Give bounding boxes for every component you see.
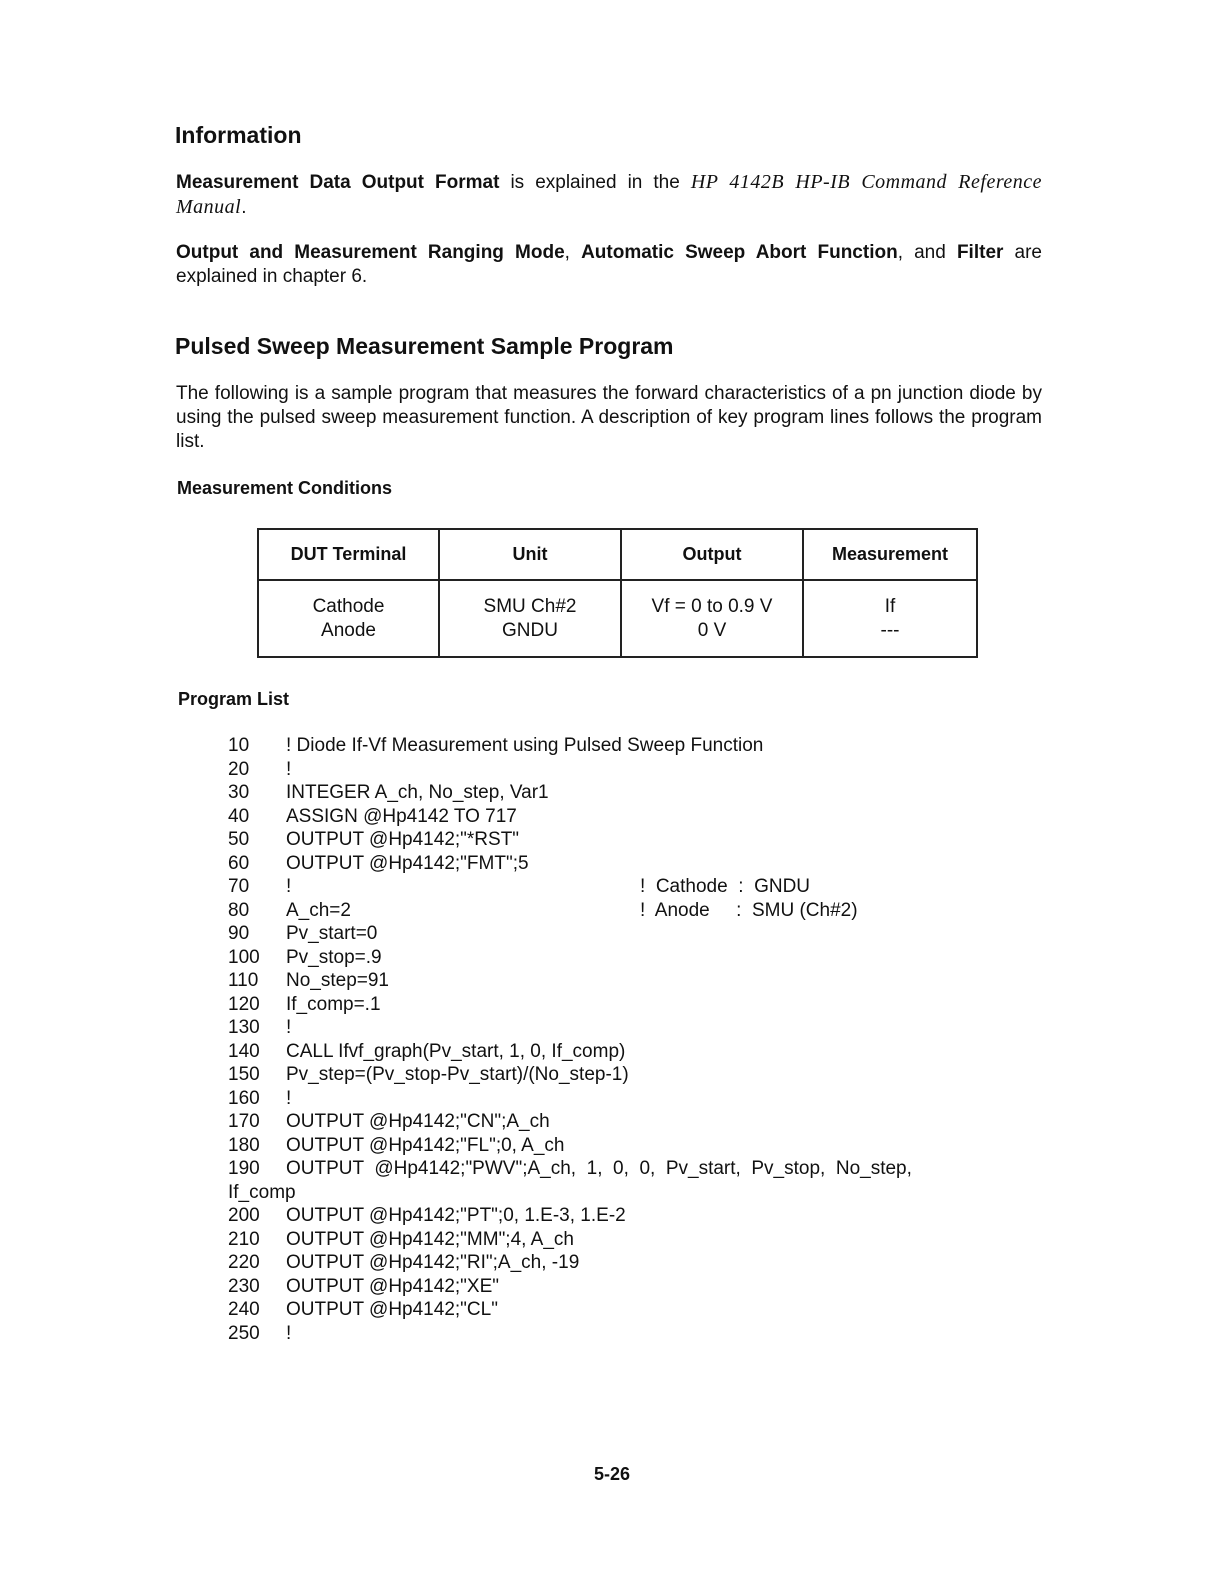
line-number: 40 xyxy=(228,805,250,827)
line-number: 60 xyxy=(228,852,250,874)
cell-output xyxy=(621,580,803,657)
line-code: ! xyxy=(286,1017,292,1038)
info-paragraph-1 xyxy=(176,170,1042,220)
cell-value: Vf = 0 to 0.9 V xyxy=(651,595,773,617)
program-line xyxy=(228,922,1028,946)
cell-unit xyxy=(439,580,621,657)
info-text-end: . xyxy=(241,197,247,218)
line-code: ! xyxy=(286,1322,292,1344)
program-line xyxy=(228,1275,1028,1299)
line-code: OUTPUT @Hp4142;"RI";A_ch, -19 xyxy=(286,1252,580,1273)
program-line xyxy=(228,946,1028,970)
program-line xyxy=(228,1322,1028,1346)
line-code: If_comp=.1 xyxy=(286,993,381,1015)
line-code: OUTPUT @Hp4142;"*RST" xyxy=(286,829,520,850)
program-line xyxy=(228,993,1028,1017)
line-comment: ! Cathode : GNDU xyxy=(640,876,811,897)
table-header-row xyxy=(258,529,977,580)
measurement-conditions-table xyxy=(257,528,978,658)
program-line xyxy=(228,852,1028,876)
bold-term-filter: Filter xyxy=(956,242,1004,263)
manual-title: HP 4142B HP-IB Command Reference Manual xyxy=(176,171,1043,218)
line-number: 70 xyxy=(228,876,250,897)
program-line xyxy=(228,1298,1028,1322)
line-number: 190 xyxy=(228,1158,260,1179)
program-line xyxy=(228,1110,1028,1134)
program-line xyxy=(228,1134,1028,1158)
measurement-conditions-heading: Measurement Conditions xyxy=(177,478,393,498)
program-line xyxy=(228,758,1028,782)
text-sep-2: , and xyxy=(897,242,957,263)
line-code: ! Diode If-Vf Measurement using Pulsed Sweep Function xyxy=(286,735,764,756)
line-number: 130 xyxy=(228,1017,260,1038)
table-row xyxy=(258,580,977,657)
program-line xyxy=(228,1228,1028,1252)
sample-program-heading: Pulsed Sweep Measurement Sample Program xyxy=(175,333,674,359)
program-line xyxy=(228,1016,1028,1040)
page-number: 5-26 xyxy=(593,1464,631,1484)
program-line xyxy=(228,1040,1028,1064)
header-output: Output xyxy=(621,529,803,580)
program-line xyxy=(228,828,1028,852)
line-code: Pv_step=(Pv_stop-Pv_start)/(No_step-1) xyxy=(286,1064,629,1085)
line-comment: ! Anode : SMU (Ch#2) xyxy=(640,899,858,921)
cell-value: Anode xyxy=(321,619,376,641)
program-line xyxy=(228,1251,1028,1275)
program-line xyxy=(228,1063,1028,1087)
line-number: 180 xyxy=(228,1134,260,1156)
cell-value: GNDU xyxy=(502,619,558,641)
header-measurement: Measurement xyxy=(803,529,977,580)
program-line xyxy=(228,1157,1028,1181)
cell-value: --- xyxy=(880,619,900,641)
sample-intro-paragraph: The following is a sample program that measures the forward characteristics of a pn junction diode by using the pulsed sweep measurement function. A description of key program lines follows the program list. xyxy=(176,383,1042,452)
program-line xyxy=(228,1181,1028,1205)
line-code: OUTPUT @Hp4142;"XE" xyxy=(286,1275,499,1297)
line-number: 80 xyxy=(228,899,250,921)
line-code: Pv_start=0 xyxy=(286,923,378,944)
info-bold-term: Measurement Data Output Format xyxy=(176,172,500,193)
line-number: 250 xyxy=(228,1322,260,1344)
line-number: 220 xyxy=(228,1252,260,1273)
header-unit: Unit xyxy=(439,529,621,580)
bold-term-abort: Automatic Sweep Abort Function xyxy=(581,242,898,263)
cell-measurement xyxy=(803,580,977,657)
line-code: CALL Ifvf_graph(Pv_start, 1, 0, If_comp) xyxy=(286,1040,626,1062)
line-number: 240 xyxy=(228,1299,260,1320)
line-code: OUTPUT @Hp4142;"MM";4, A_ch xyxy=(286,1228,574,1250)
cell-value: 0 V xyxy=(697,619,727,641)
program-line xyxy=(228,805,1028,829)
text-sep-1: , xyxy=(564,242,582,263)
text-sep-3: are explained in chapter 6. xyxy=(176,242,1042,287)
line-code: ! xyxy=(286,876,292,897)
cell-value: Cathode xyxy=(312,595,385,617)
line-number: 100 xyxy=(228,946,260,968)
header-dut-terminal: DUT Terminal xyxy=(258,529,439,580)
line-code: OUTPUT @Hp4142;"CL" xyxy=(286,1299,498,1320)
program-line xyxy=(228,734,1028,758)
bold-term-ranging: Output and Measurement Ranging Mode xyxy=(176,242,565,263)
line-number: 10 xyxy=(228,735,250,756)
line-number: 50 xyxy=(228,829,250,850)
line-code: A_ch=2 xyxy=(286,899,351,921)
line-code: OUTPUT @Hp4142;"FMT";5 xyxy=(286,852,529,874)
line-code: ! xyxy=(286,1087,292,1109)
information-heading: Information xyxy=(175,122,302,148)
program-line xyxy=(228,899,1028,923)
line-number: 120 xyxy=(228,993,260,1015)
line-number: 30 xyxy=(228,782,250,803)
program-listing xyxy=(228,734,1028,1345)
program-line xyxy=(228,1087,1028,1111)
line-code: INTEGER A_ch, No_step, Var1 xyxy=(286,782,549,803)
program-list-heading: Program List xyxy=(178,689,290,709)
program-line xyxy=(228,781,1028,805)
info-paragraph-2 xyxy=(176,241,1042,289)
line-number: 200 xyxy=(228,1205,260,1226)
line-code: No_step=91 xyxy=(286,970,389,991)
line-number: 230 xyxy=(228,1275,260,1297)
cell-value: If xyxy=(884,595,896,617)
cell-dut-terminal xyxy=(258,580,439,657)
line-number: 160 xyxy=(228,1087,260,1109)
line-number: 150 xyxy=(228,1064,260,1085)
program-line xyxy=(228,875,1028,899)
line-number: 110 xyxy=(228,970,259,991)
program-line xyxy=(228,969,1028,993)
line-code: Pv_stop=.9 xyxy=(286,946,382,968)
line-code: OUTPUT @Hp4142;"PWV";A_ch, 1, 0, 0, Pv_start, Pv_stop, No_step, xyxy=(286,1158,912,1179)
line-code: OUTPUT @Hp4142;"CN";A_ch xyxy=(286,1111,550,1132)
program-line-continuation: If_comp xyxy=(228,1181,296,1203)
line-code: ! xyxy=(286,758,292,780)
line-code: OUTPUT @Hp4142;"FL";0, A_ch xyxy=(286,1134,565,1156)
line-number: 170 xyxy=(228,1111,260,1132)
line-code: ASSIGN @Hp4142 TO 717 xyxy=(286,805,517,827)
line-number: 20 xyxy=(228,758,250,780)
line-code: OUTPUT @Hp4142;"PT";0, 1.E-3, 1.E-2 xyxy=(286,1205,626,1226)
line-number: 140 xyxy=(228,1040,260,1062)
program-line xyxy=(228,1204,1028,1228)
line-number: 210 xyxy=(228,1228,260,1250)
line-number: 90 xyxy=(228,923,250,944)
cell-value: SMU Ch#2 xyxy=(483,595,577,617)
info-text: is explained in the xyxy=(499,172,691,193)
